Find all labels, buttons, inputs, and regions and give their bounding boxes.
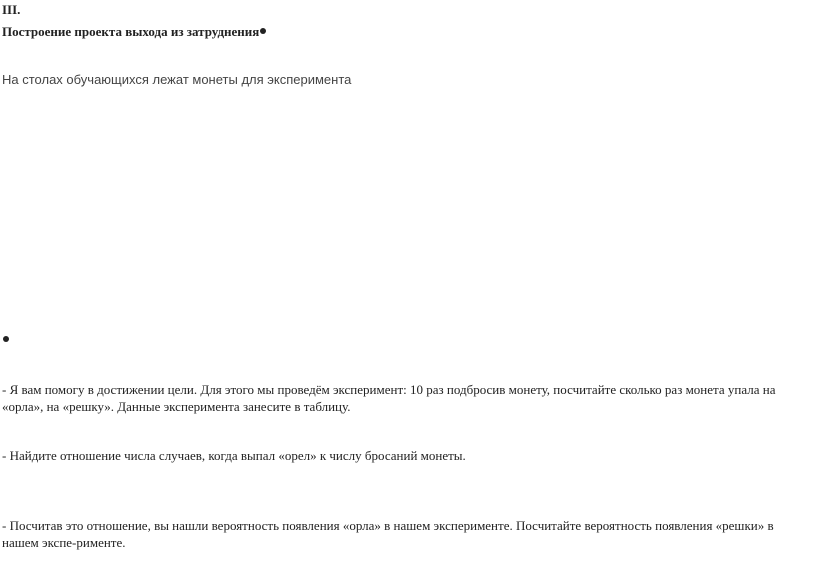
- paragraph-probability: - Посчитав это отношение, вы нашли вероятность появления «орла» в нашем эксперименте. Посчитайте вероятность появления «решки» в нашем экспе-рименте.: [2, 518, 774, 550]
- paragraph-experiment: - Я вам помогу в достижении цели. Для этого мы проведём эксперимент: 10 раз подбросив монету, посчитайте сколько раз монета упала на «орла», на «решку». Данные эксперимента занесите в таблицу.: [2, 382, 776, 414]
- section-number: III.: [2, 2, 21, 17]
- intro-text: На столах обучающихся лежат монеты для эксперимента: [2, 72, 352, 87]
- paragraph-ratio: - Найдите отношение числа случаев, когда выпал «орел» к числу бросаний монеты.: [2, 448, 466, 463]
- section-title-text: Построение проекта выхода из затруднения: [2, 24, 260, 39]
- bullet-icon: [3, 336, 9, 342]
- bullet-marker: [2, 332, 9, 348]
- bullet-icon: [260, 28, 266, 34]
- section-title: [2, 24, 266, 40]
